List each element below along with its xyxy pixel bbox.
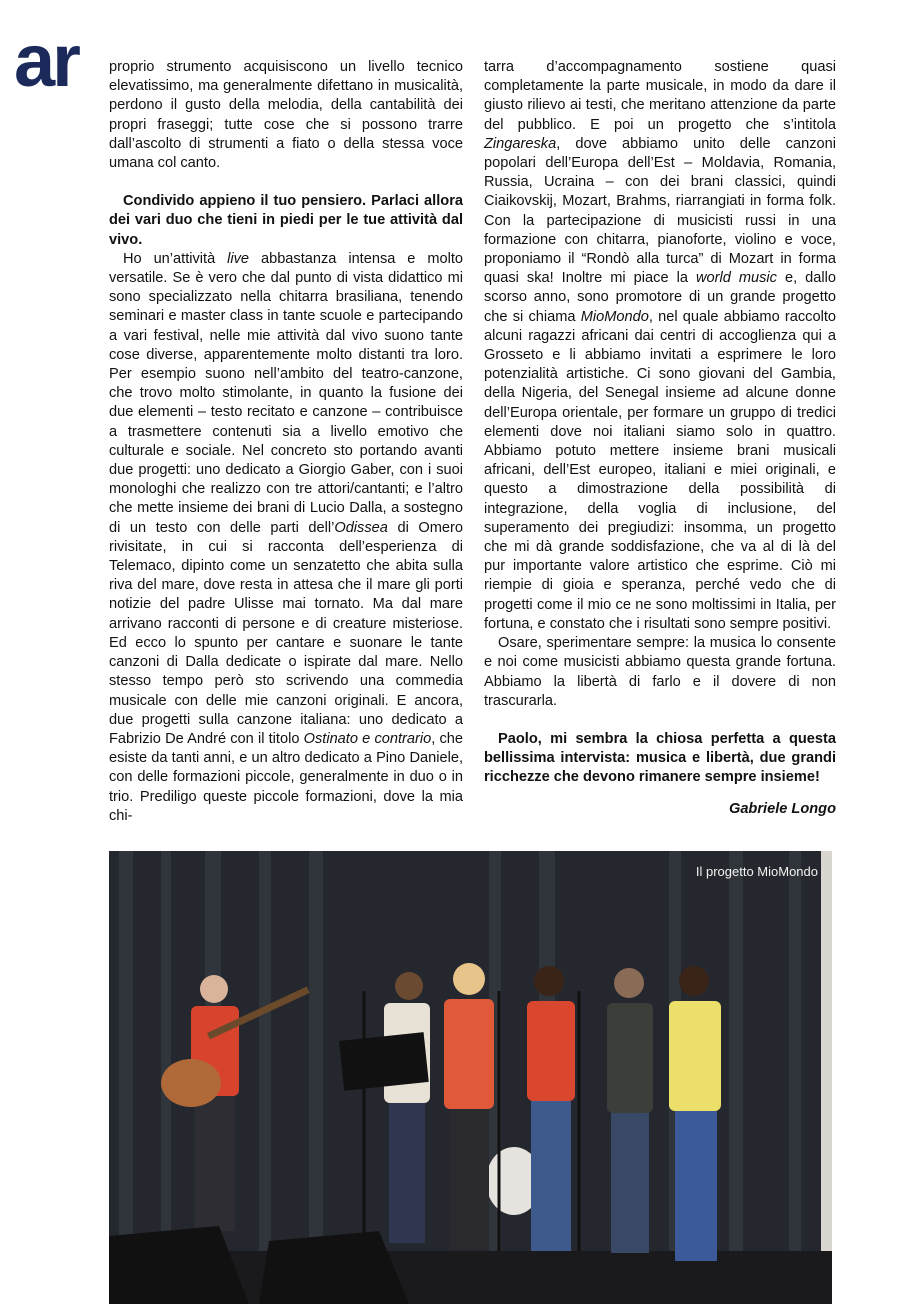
right-column: [484, 58, 836, 819]
paragraph: tarra d’accompagnamento sostiene quasi completamente la parte musicale, in modo da dare il giusto rilievo ai testi, che meritano attenzione da parte del pubblico. E poi un progetto che s’intitola Zingareska, dove abbiamo unito delle canzoni popolari dell’Europa dell’Est – Moldavia, Romania, Russia, Ucraina – con dei brani classici, quindi Ciaikovskij, Mozart, Brahms, riarrangiati in forma folk. Con la partecipazione di musicisti russi in una formazione con chitarra, pianoforte, violino e voce, proponiamo il “Rondò alla turca” di Mozart in forma quasi ska! Inoltre mi piace la world music e, dallo scorso anno, sono promotore di un grande progetto che si chiama MioMondo, nel quale abbiamo raccolto alcuni ragazzi africani dai centri di accoglienza qui a Grosseto e li abbiamo invitati a esprimere le loro potenzialità artistiche. Ci sono giovani del Gambia, della Nigeria, del Senegal insieme ad alcune donne dell’Europa orientale, per formare un gruppo di tredici elementi dove noi italiani siamo solo in quattro. Abbiamo potuto mettere insieme brani musicali africani, dell’Est europeo, italiani e miei originali, e questo a dimostrazione della possibilità di integrazione, della voglia di inclusione, del superamento dei pregiudizi: insomma, un progetto che mi dà grande soddisfazione, che va al di là del pur importante valore artistico che esprime. Ciò mi riempie di gioia e speranza, perché vedo che di progetti come il mio ce ne sono moltissimi in Italia, per fortuna, e constato che i risultati sono sempre positivi.: [484, 59, 837, 632]
answer-paragraph: Ho un’attività live abbastanza intensa e molto versatile. Se è vero che dal punto di vista didattico mi sono specializzato nella chitarra brasiliana, tenendo seminari e master class in tante scuole e partecipando a vari festival, nelle mie attività dal vivo suono tante cose diverse, apparentemente molto distanti tra loro. Per esempio suono nell’ambito del teatro-canzone, che trovo molto stimolante, in quanto la fusione dei due elementi – testo recitato e canzone – contribuisce a trasmettere contenuti sia a livello emotivo che culturale e sociale. Nel concreto sto portando avanti due progetti: uno dedicato a Giorgio Gaber, con i suoi monologhi che realizzo con tre attori/cantanti; e l’altro che mette insieme dei brani di Lucio Dalla, a sostegno di un testo con delle parti dell’Odissea di Omero rivisitate, in cui si racconta dell’esperienza di Telemaco, dipinto come un senzatetto che abita sulla riva del mare, dove resta in attesa che il mare gli porti notizie del padre Ulisse mai tornato. Ma dal mare arrivano racconti di persone e di creature misteriose. Ed ecco lo spunto per cantare e suonare le tante canzoni di Dalla dedicate o ispirate dal mare. Nello stesso tempo però sto scrivendo una commedia musicale con delle mie canzoni originali. E ancora, due progetti sulla canzone italiana: uno dedicato a Fabrizio De André con il titolo Ostinato e contrario, che esiste da tanti anni, e un altro dedicato a Pino Daniele, con delle formazioni piccole, generalmente in duo o in trio. Prediligo queste piccole formazioni, dove la mia chi-: [109, 250, 464, 824]
interview-question: Paolo, mi sembra la chiosa perfetta a questa bellissima intervista: musica e libertà, due grandi ricchezze che devono rimanere sempre insieme!: [484, 730, 836, 786]
left-column: [109, 58, 463, 826]
paragraph: Osare, sperimentare sempre: la musica lo consente e noi come musicisti abbiamo questa grande fortuna. Abbiamo la libertà di farlo e il dovere di non trascurarla.: [484, 635, 836, 709]
stage-illustration: [109, 851, 832, 1304]
magazine-logo: ar: [14, 19, 78, 102]
band-photo: [109, 851, 832, 1304]
interview-question: Condivido appieno il tuo pensiero. Parlaci allora dei vari duo che tieni in piedi per le tue attività dal vivo.: [109, 193, 463, 248]
photo-caption: Il progetto MioMondo: [695, 864, 818, 879]
paragraph: proprio strumento acquisiscono un livello tecnico elevatissimo, ma generalmente difettano in musicalità, perdono il gusto della melodia, della cantabilità dei propri fraseggi; tutte cose che si possono trarre dall’ascolto di strumenti a fiato o della stessa voce umana col canto.: [109, 59, 463, 172]
author-signature: Gabriele Longo: [728, 800, 836, 817]
